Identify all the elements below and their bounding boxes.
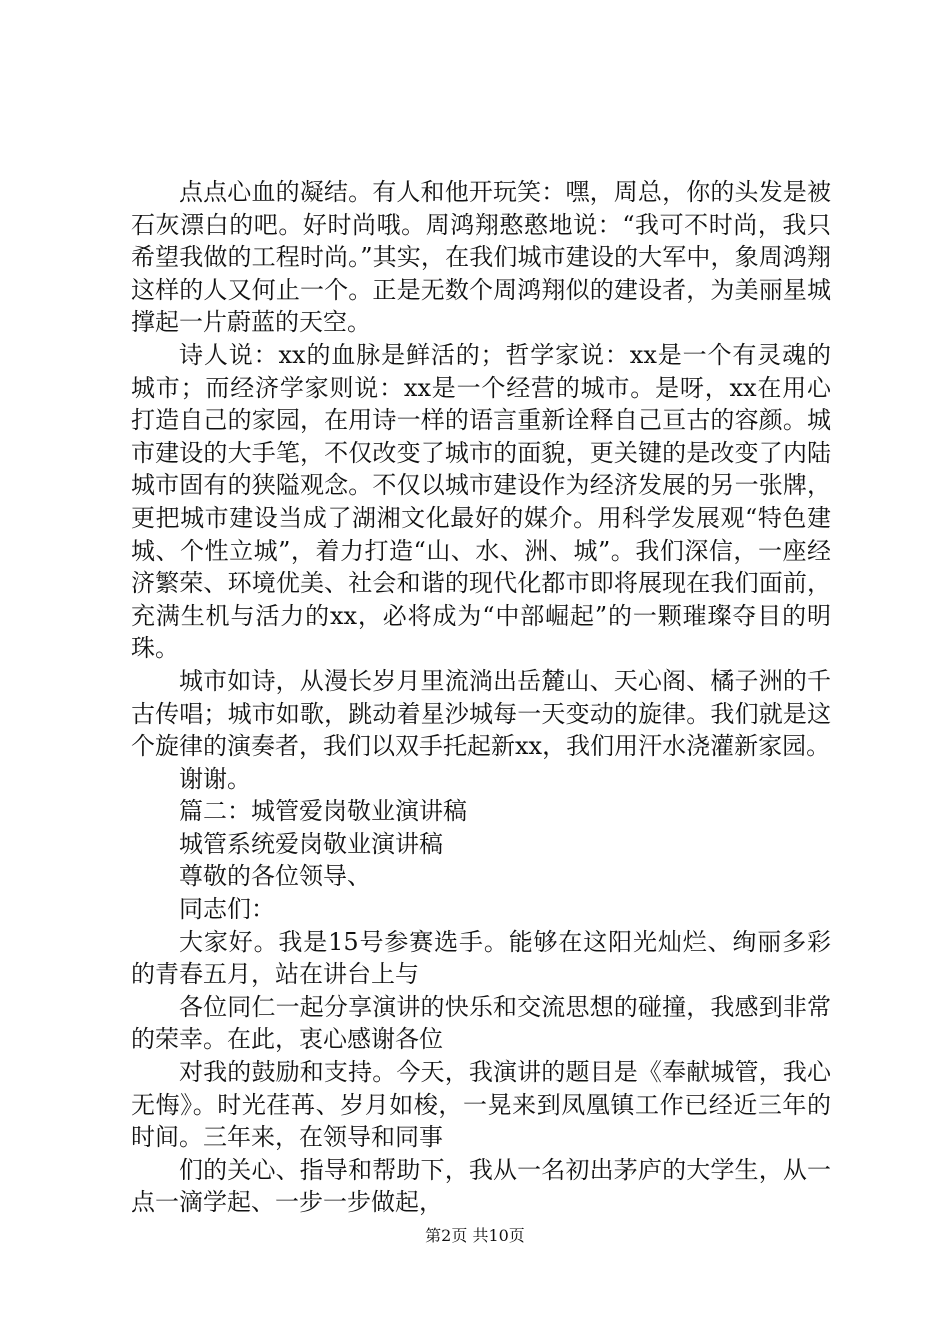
page-number: 第2页 共10页 xyxy=(425,1226,525,1245)
section-heading: 篇二：城管爱岗敬业演讲稿 xyxy=(179,797,467,826)
paragraph: 各位同仁一起分享演讲的快乐和交流思想的碰撞，我感到非常的荣幸。在此，衷心感谢各位 xyxy=(131,992,831,1054)
paragraph: 点点心血的凝结。有人和他开玩笑：嘿，周总，你的头发是被石灰漂白的吧。好时尚哦。周鸿翔憨憨地说：“我可不时尚，我只希望我做的工程时尚。”其实，在我们城市建设的大军中，象周鸿翔这样的人又何止一个。正是无数个周鸿翔似的建设者，为美丽星城撑起一片蔚蓝的天空。 xyxy=(131,178,831,337)
paragraph: 诗人说：xx的血脉是鲜活的；哲学家说：xx是一个有灵魂的城市；而经济学家则说：xx是一个经营的城市。是呀，xx在用心打造自己的家园，在用诗一样的语言重新诠释自己亘古的容颜。城市建设的大手笔，不仅改变了城市的面貌，更关键的是改变了内陆城市固有的狭隘观念。不仅以城市建设作为经济发展的另一张牌，更把城市建设当成了湖湘文化最好的媒介。用科学发展观“特色建城、个性立城”，着力打造“山、水、洲、城”。我们深信，一座经济繁荣、环境优美、社会和谐的现代化都市即将展现在我们面前，充满生机与活力的xx，必将成为“中部崛起”的一颗璀璨夺目的明珠。 xyxy=(131,340,831,663)
paragraph: 对我的鼓励和支持。今天，我演讲的题目是《奉献城管，我心无悔》。时光荏苒、岁月如梭，一晃来到凤凰镇工作已经近三年的时间。三年来，在领导和同事 xyxy=(131,1058,831,1152)
paragraph: 们的关心、指导和帮助下，我从一名初出茅庐的大学生，从一点一滴学起、一步一步做起， xyxy=(131,1155,831,1217)
paragraph: 谢谢。 xyxy=(179,764,251,793)
paragraph: 大家好。我是15号参赛选手。能够在这阳光灿烂、绚丽多彩的青春五月，站在讲台上与 xyxy=(131,927,831,989)
salutation: 同志们： xyxy=(179,895,275,924)
salutation: 尊敬的各位领导、 xyxy=(179,862,371,891)
speech-title: 城管系统爱岗敬业演讲稿 xyxy=(179,829,443,858)
document-body xyxy=(131,176,831,1219)
paragraph: 城市如诗，从漫长岁月里流淌出岳麓山、天心阁、橘子洲的千古传唱；城市如歌，跳动着星沙城每一天变动的旋律。我们就是这个旋律的演奏者，我们以双手托起新xx，我们用汗水浇灌新家园。 xyxy=(131,666,831,761)
